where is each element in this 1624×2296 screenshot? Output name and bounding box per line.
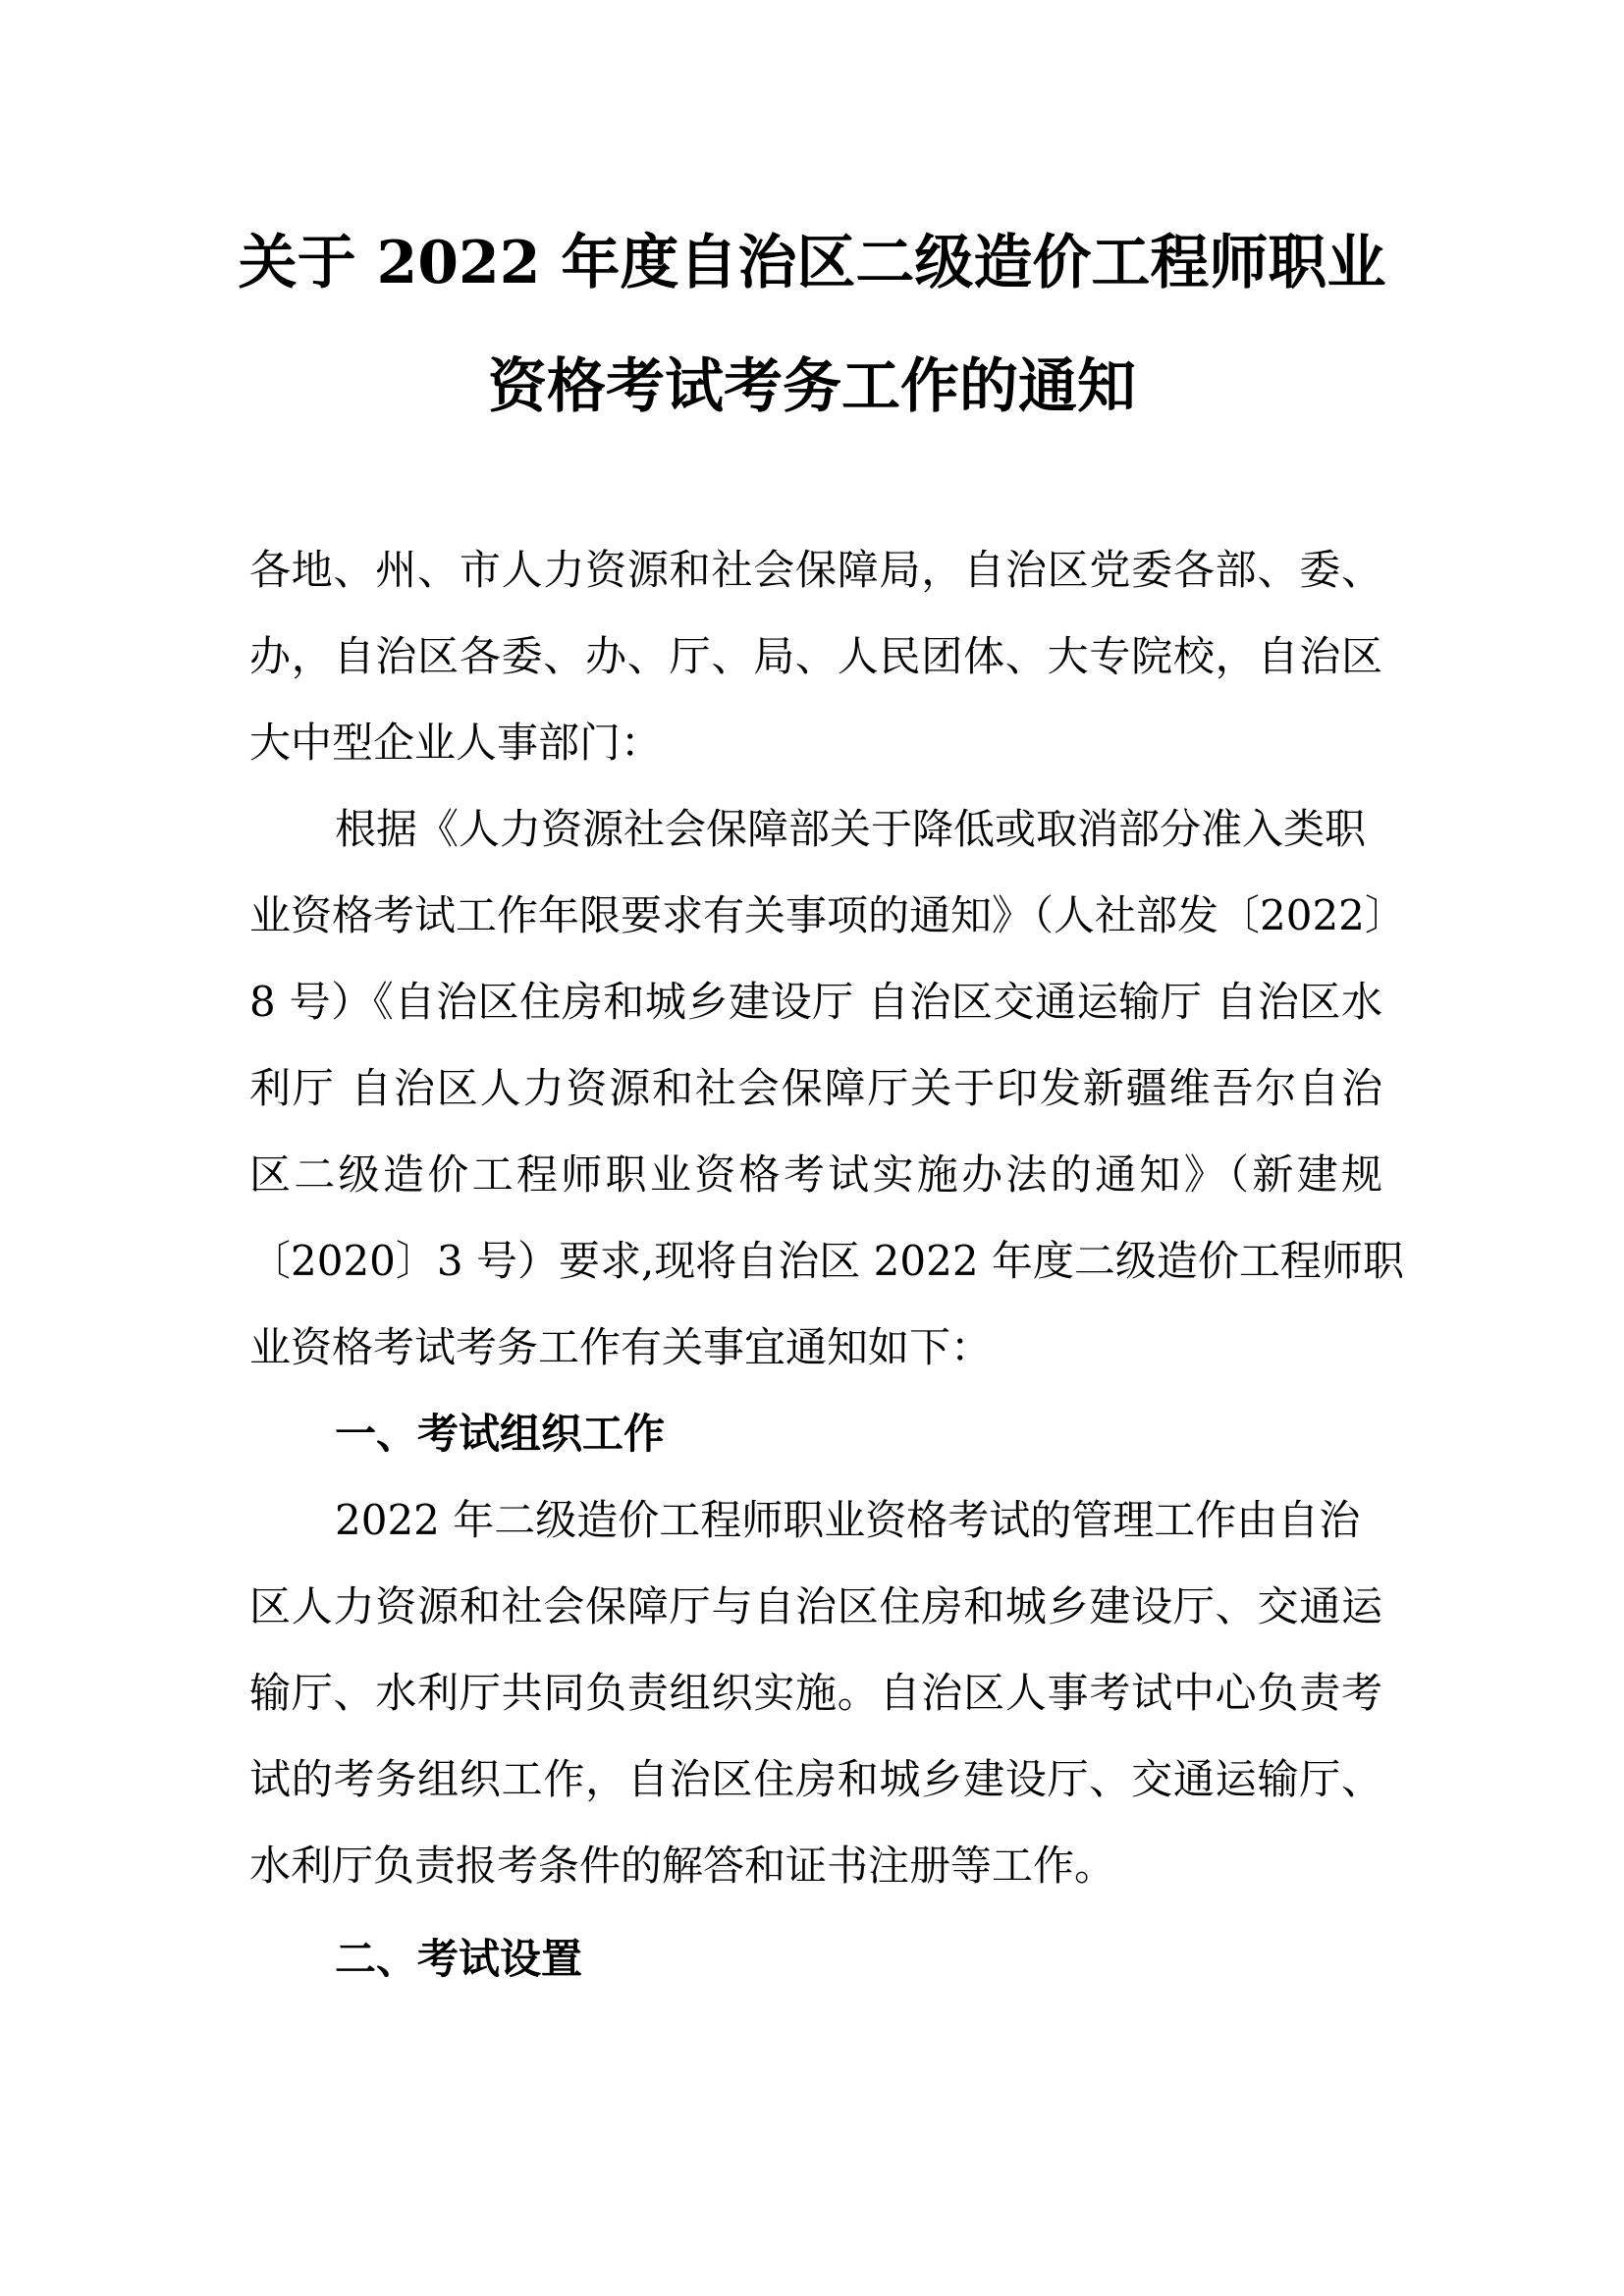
- intro-paragraph-line-6: 〔2020〕3 号）要求,现将自治区 2022 年度二级造价工程师职: [249, 1237, 1404, 1285]
- section-heading-exam-organization: 一、考试组织工作: [335, 1410, 666, 1458]
- section-heading-exam-setup: 二、考试设置: [335, 1935, 583, 1983]
- intro-paragraph-line-4: 利厅 自治区人力资源和社会保障厅关于印发新疆维吾尔自治: [249, 1064, 1382, 1112]
- section-1-paragraph-line-3: 输厅、水利厅共同负责组织实施。自治区人事考试中心负责考: [249, 1669, 1382, 1717]
- addressee-line-1: 各地、州、市人力资源和社会保障局，自治区党委各部、委、: [249, 546, 1382, 594]
- intro-paragraph-line-3: 8 号）《自治区住房和城乡建设厅 自治区交通运输厅 自治区水: [249, 978, 1382, 1026]
- section-1-paragraph-line-5: 水利厅负责报考条件的解答和证书注册等工作。: [249, 1842, 1116, 1890]
- section-1-paragraph-line-1: 2022 年二级造价工程师职业资格考试的管理工作由自治: [335, 1496, 1361, 1544]
- addressee-line-3: 大中型企业人事部门：: [249, 719, 663, 767]
- intro-paragraph-line-2: 业资格考试工作年限要求有关事项的通知》（人社部发〔2022〕: [249, 891, 1406, 939]
- addressee-line-2: 办，自治区各委、办、厅、局、人民团体、大专院校，自治区: [249, 632, 1382, 680]
- document-title-line-1: 关于 2022 年度自治区二级造价工程师职业: [238, 229, 1386, 297]
- intro-paragraph-line-7: 业资格考试考务工作有关事宜通知如下：: [249, 1323, 993, 1371]
- document-title-line-2: 资格考试考务工作的通知: [488, 352, 1136, 421]
- section-1-paragraph-line-4: 试的考务组织工作，自治区住房和城乡建设厅、交通运输厅、: [249, 1755, 1382, 1803]
- intro-paragraph-line-1: 根据《人力资源社会保障部关于降低或取消部分准入类职: [335, 805, 1367, 853]
- section-1-paragraph-line-2: 区人力资源和社会保障厅与自治区住房和城乡建设厅、交通运: [249, 1582, 1382, 1630]
- intro-paragraph-line-5: 区二级造价工程师职业资格考试实施办法的通知》（新建规: [249, 1150, 1382, 1199]
